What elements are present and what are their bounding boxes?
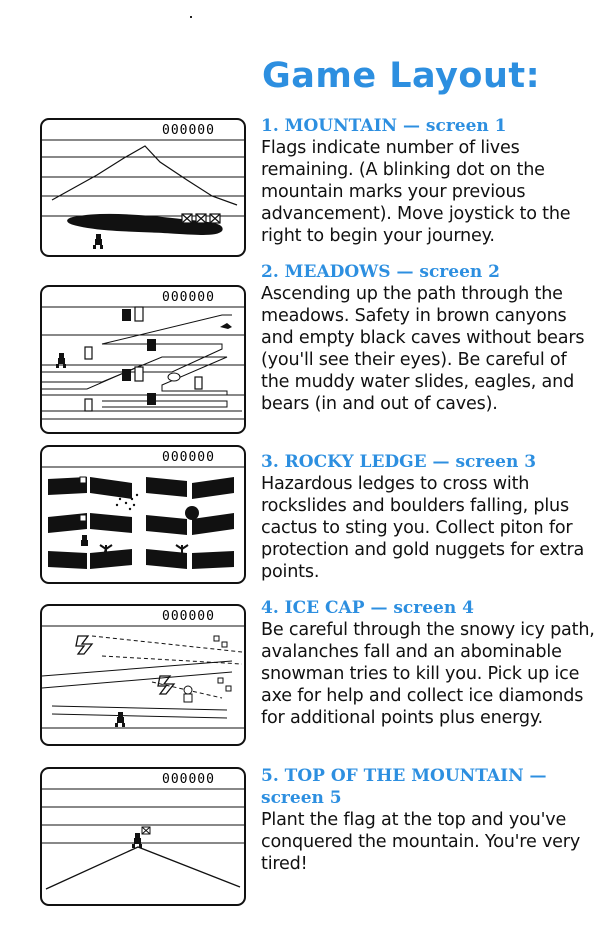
section-body: Flags indicate number of lives remaining. (A blinking dot on the mountain marks your previous advancement). Move joystick to the right to begin your journey. <box>261 138 571 246</box>
section-mountain <box>261 115 596 247</box>
screen-meadows <box>40 285 246 434</box>
score-display: 000000 <box>162 123 215 138</box>
screen-ice-cap <box>40 604 246 746</box>
ledges <box>48 477 234 569</box>
section-heading: 2. MEADOWS — screen 2 <box>261 262 501 282</box>
section-body: Ascending up the path through the meadows. Safety in brown canyons and empty black caves without bears (you'll see their eyes). Be careful of the muddy water slides, eagles, and bears (in and out of caves). <box>261 284 585 414</box>
section-heading: 5. TOP OF THE MOUNTAIN — <box>261 766 547 786</box>
section-body: Plant the flag at the top and you've conquered the mountain. You're very tired! <box>261 810 581 874</box>
avalanche-icons <box>76 636 174 694</box>
section-top-of-mountain <box>261 765 596 875</box>
section-rocky-ledge <box>261 451 596 583</box>
meadows-illustration <box>42 287 244 432</box>
screen-top-of-mountain <box>40 767 246 906</box>
summit-illustration <box>42 769 244 904</box>
mountain-illustration <box>42 120 244 255</box>
section-meadows <box>261 261 596 415</box>
section-heading: 3. ROCKY LEDGE — screen 3 <box>261 452 537 472</box>
bear-icon <box>168 373 180 381</box>
climber-icon <box>81 535 88 546</box>
stray-dot <box>190 16 192 18</box>
summit-flag-icon <box>142 827 150 834</box>
section-heading-cont: screen 5 <box>261 788 342 808</box>
ice-cap-illustration <box>42 606 244 744</box>
climber-icon <box>93 234 103 249</box>
cave-icons <box>122 309 156 405</box>
section-heading: 1. MOUNTAIN — screen 1 <box>261 116 507 136</box>
score-display: 000000 <box>162 290 215 305</box>
screen-mountain <box>40 118 246 257</box>
score-display: 000000 <box>162 772 215 787</box>
page-title: Game Layout: <box>262 56 541 96</box>
climber-icon <box>132 833 142 848</box>
screen-rocky-ledge <box>40 445 246 584</box>
lives-flags <box>182 214 220 223</box>
climber-icon <box>115 712 125 727</box>
climber-icon <box>56 353 66 368</box>
rocky-ledge-illustration <box>42 447 244 582</box>
section-body: Be careful through the snowy icy path, avalanches fall and an abominable snowman tries to kill you. Pick up ice axe for help and collect ice diamonds for additional points plus energy. <box>261 620 595 728</box>
score-display: 000000 <box>162 450 215 465</box>
boulder-icon <box>185 506 199 520</box>
section-ice-cap <box>261 597 596 729</box>
section-body: Hazardous ledges to cross with rockslides and boulders falling, plus cactus to sting you. Collect piton for protection and gold nuggets for extra points. <box>261 474 585 582</box>
section-heading: 4. ICE CAP — screen 4 <box>261 598 474 618</box>
score-display: 000000 <box>162 609 215 624</box>
snowman-icon <box>184 686 192 702</box>
eagle-icon <box>220 323 232 329</box>
